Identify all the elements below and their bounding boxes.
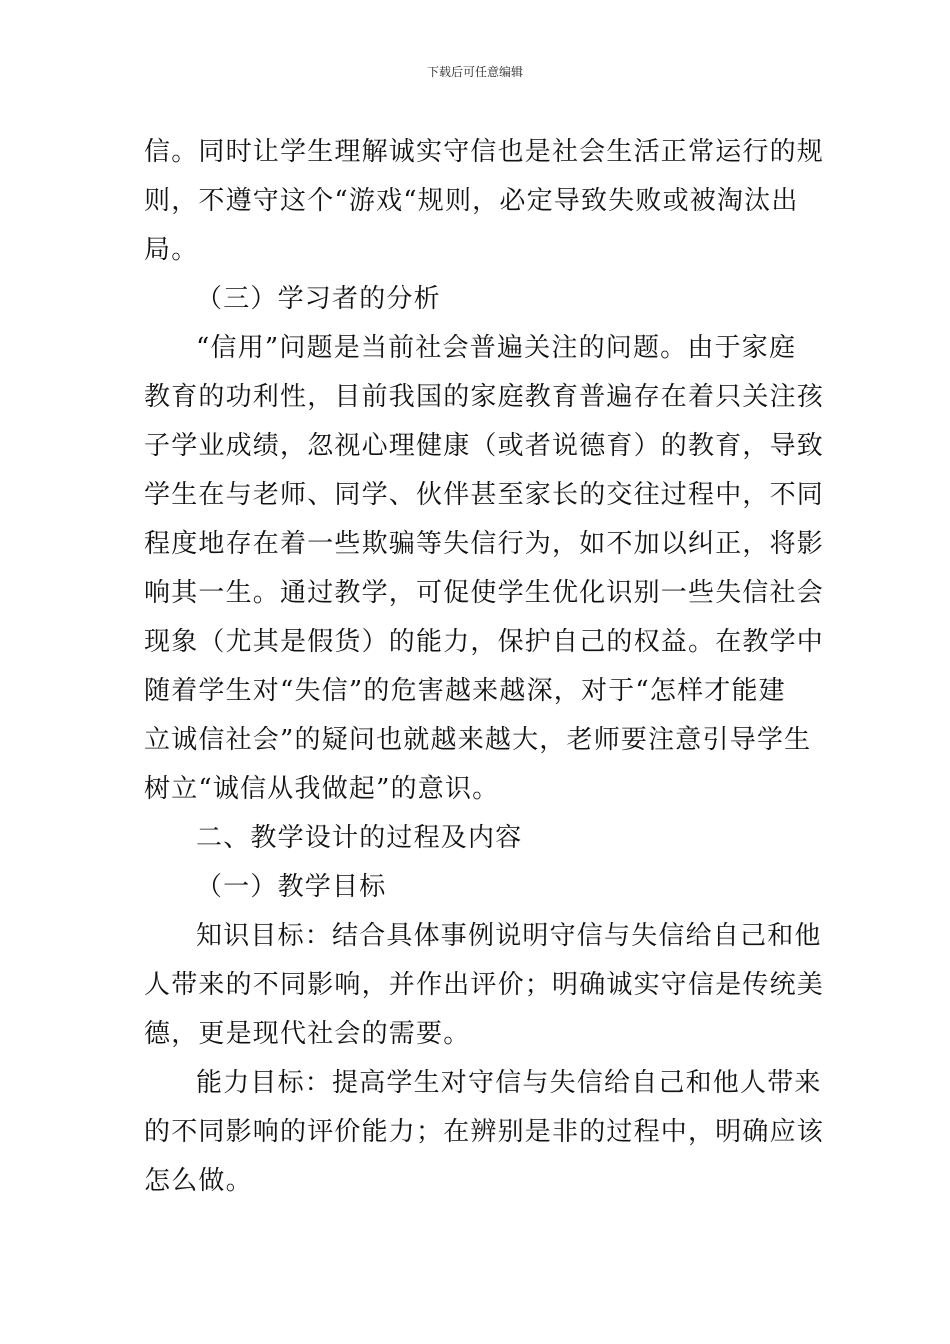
text-line: 德，更是现代社会的需要。 bbox=[144, 1019, 471, 1049]
text-line: 程度地存在着一些欺骗等失信行为，如不加以纠正，将影 bbox=[144, 529, 825, 559]
text-line: 则，不遵守这个“游戏“规则，必定导致失败或被淘汰出 bbox=[144, 186, 799, 216]
text-line: 树立“诚信从我做起”的意识。 bbox=[144, 774, 500, 804]
text-line: 局。 bbox=[144, 235, 199, 265]
text-line: 现象（尤其是假货）的能力，保护自己的权益。在教学中 bbox=[144, 627, 825, 657]
text-line: 学生在与老师、同学、伙伴甚至家长的交往过程中，不同 bbox=[144, 480, 825, 510]
text-line: 子学业成绩，忽视心理健康（或者说德育）的教育，导致 bbox=[144, 431, 825, 461]
text-line: 怎么做。 bbox=[144, 1166, 253, 1196]
text-line: “信用”问题是当前社会普遍关注的问题。由于家庭 bbox=[196, 333, 797, 363]
text-line: 的不同影响的评价能力；在辨别是非的过程中，明确应该 bbox=[144, 1117, 825, 1147]
text-line: 知识目标：结合具体事例说明守信与失信给自己和他 bbox=[196, 921, 822, 951]
text-line: 立诚信社会”的疑问也就越来越大，老师要注意引导学生 bbox=[144, 725, 812, 755]
section-heading: 二、教学设计的过程及内容 bbox=[196, 823, 523, 853]
document-body bbox=[144, 128, 825, 1206]
text-line: 人带来的不同影响，并作出评价；明确诚实守信是传统美 bbox=[144, 970, 825, 1000]
page-header: 下载后可任意编辑 bbox=[426, 65, 523, 79]
text-line: 教育的功利性，目前我国的家庭教育普遍存在着只关注孩 bbox=[144, 382, 825, 412]
text-line: 能力目标：提高学生对守信与失信给自己和他人带来 bbox=[196, 1068, 822, 1098]
text-line: 响其一生。通过教学，可促使学生优化识别一些失信社会 bbox=[144, 578, 825, 608]
subsection-heading: （一）教学目标 bbox=[196, 872, 387, 902]
text-line: 随着学生对“失信”的危害越来越深，对于“怎样才能建 bbox=[144, 676, 786, 706]
text-line: 信。同时让学生理解诚实守信也是社会生活正常运行的规 bbox=[144, 137, 825, 167]
section-heading: （三）学习者的分析 bbox=[196, 284, 441, 314]
